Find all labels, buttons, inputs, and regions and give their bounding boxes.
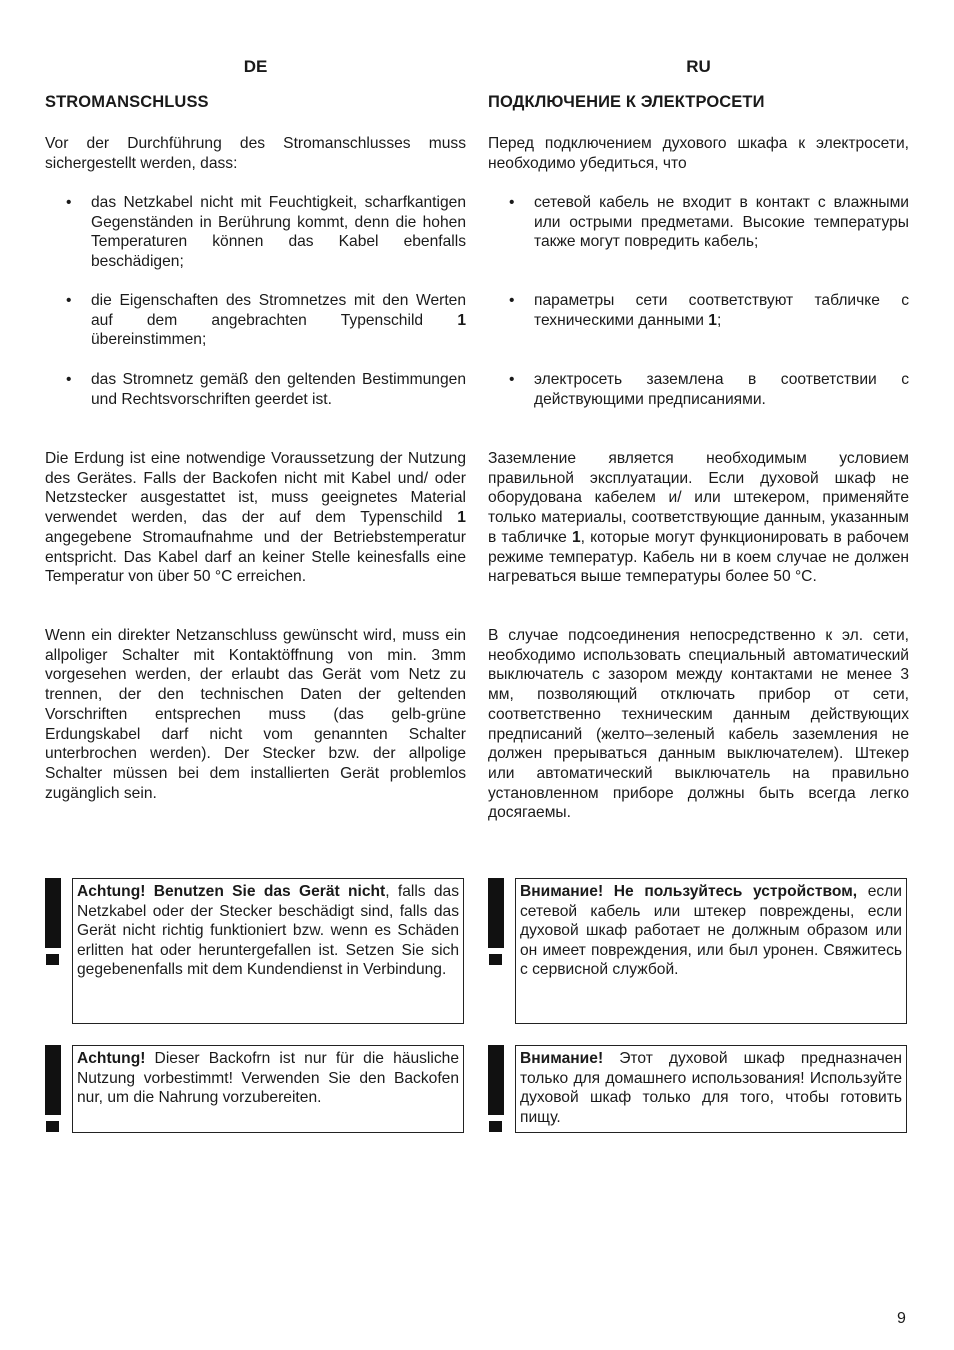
plate-number: 1 <box>571 528 581 546</box>
bullet-icon: • <box>509 194 515 211</box>
bullet-icon: • <box>509 371 515 388</box>
page-number: 9 <box>897 1310 906 1327</box>
warning-text: Внимание! Этот духовой шкаф предназначен только для домашнего использования! Используйте духовой шкаф только для того, чтобы готовить пищу. <box>515 1045 907 1133</box>
intro-paragraph: Vor der Durchführung des Stromanschlusses muss sichergestellt werden, dass: <box>45 135 466 172</box>
warning-text: Achtung! Dieser Backofrn ist nur für die häusliche Nutzung vorbestimmt! Verwenden Sie den Backofen nur, um die Nahrung vorzubereiten. <box>72 1045 464 1133</box>
plate-number: 1 <box>708 311 717 329</box>
section-title: STROMANSCHLUSS <box>45 93 209 111</box>
plate-number: 1 <box>457 311 466 329</box>
warning-text: Внимание! Не пользуйтесь устройством, если сетевой кабель или штекер повреждены, если духовой шкаф работает не должным образом или он имеет повреждения, или был уронен. Свяжитесь с сервисной службой. <box>515 878 907 1024</box>
language-heading: RU <box>686 57 711 76</box>
section-title: ПОДКЛЮЧЕНИЕ К ЭЛЕКТРОСЕТИ <box>488 93 765 111</box>
language-heading: DE <box>243 57 268 76</box>
bullet-icon: • <box>66 292 72 309</box>
earthing-paragraph: Заземление является необходимым условием правильной эксплуатации. Если духовой шкаф не оборудована кабелем и/ или штекером, применяйте только материалы, соответствующие данным, указанным в табличке 1, которые могут функционировать в рабочем режиме температур. Кабель ни в коем случае не должен нагреваться выше температуры более 50 °C. <box>488 450 909 586</box>
warning-text: Achtung! Benutzen Sie das Gerät nicht, falls das Netzkabel oder der Stecker beschädigt sind, falls das Gerät nicht richtig funktioniert bzw. wenn es Schäden erlitten hat oder heruntergefallen ist. Setzen Sie sich gegebenenfalls mit dem Kundendienst in Verbindung. <box>72 878 464 1024</box>
plate-number: 1 <box>457 509 466 527</box>
earthing-paragraph: Die Erdung ist eine notwendige Voraussetzung der Nutzung des Gerätes. Falls der Backofen nicht mit Kabel und/ oder Netzstecker ausgestattet ist, muss geeignetes Material verwendet werden, das der auf dem Typenschild 1 angegebene Stromaufnahme und der Betriebstemperatur entspricht. Das Kabel darf an keiner Stelle keinesfalls eine Temperatur von über 50 °C erreichen. <box>45 450 466 586</box>
bullet-icon: • <box>66 371 72 388</box>
switch-paragraph: Wenn ein direkter Netzanschluss gewünscht wird, muss ein allpoliger Schalter mit Kontaktöffnung von min. 3mm vorgesehen werden, der erlaubt das Gerät vom Netz zu trennen, der den technischen Daten der geltenden Vorschriften entsprechen muss (das gelb-grüne Erdungskabel darf nicht vom genannten Schalter unterbrochen werden). Der Stecker bzw. der allpolige Schalter müssen bei dem installierten Gerät problemlos zugänglich sein. <box>45 627 466 802</box>
bullet-icon: • <box>66 194 72 211</box>
bullet-icon: • <box>509 292 515 309</box>
intro-paragraph: Перед подключением духового шкафа к электросети, необходимо убедиться, что <box>488 135 909 172</box>
switch-paragraph: В случае подсоединения непосредственно к эл. сети, необходимо использовать специальный автоматический выключатель с зазором между контактами не менее 3 мм, позволяющий отключать прибор от сети, соответственно техническим данным действующих предписаний (желто–зеленый кабель заземления не должен прерываться данным выключателем). Штекер или автоматический выключатель на правильно установленном приборе должны быть всегда легко досягаемы. <box>488 627 909 822</box>
